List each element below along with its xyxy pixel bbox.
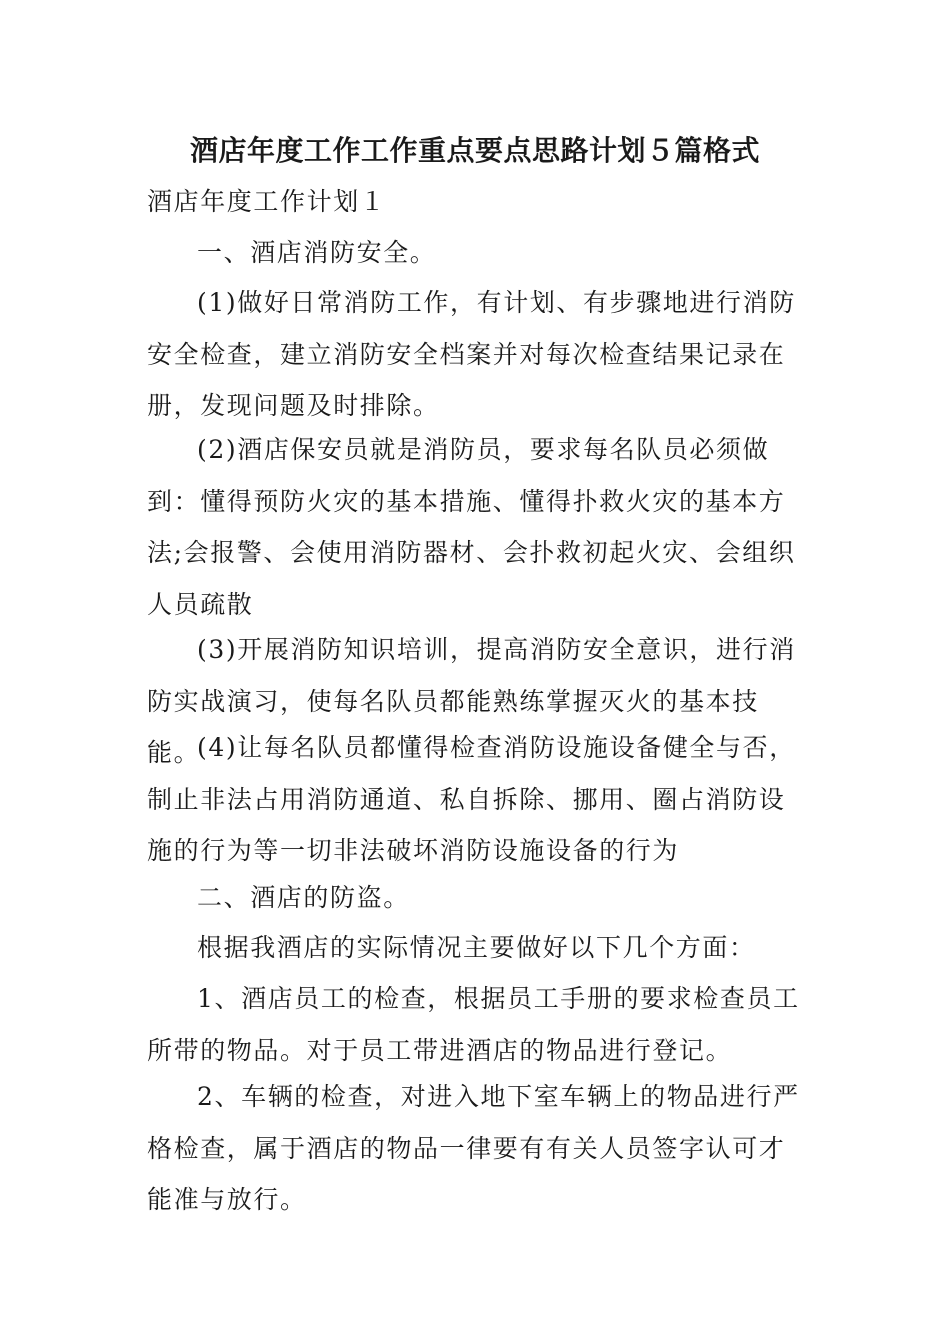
section-heading: 酒店年度工作计划１ [147, 187, 387, 216]
paragraph: (4)让每名队员都懂得检查消防设施设备健全与否，制止非法占用消防通道、私自拆除、挪用、圈占消防设施的行为等一切非法破坏消防设施设备的行为 [147, 733, 796, 865]
paragraph: 一、酒店消防安全。 [197, 238, 437, 267]
paragraph: 根据我酒店的实际情况主要做好以下几个方面： [197, 933, 756, 962]
paragraph: (1)做好日常消防工作，有计划、有步骤地进行消防安全检查，建立消防安全档案并对每次检查结果记录在册，发现问题及时排除。 [147, 288, 796, 420]
paragraph: 1、酒店员工的检查，根据员工手册的要求检查员工所带的物品。对于员工带进酒店的物品进行登记。 [147, 984, 800, 1065]
document-title: 酒店年度工作工作重点要点思路计划５篇格式 [189, 134, 760, 167]
paragraph: 二、酒店的防盗。 [197, 883, 410, 912]
paragraph: 2、车辆的检查，对进入地下室车辆上的物品进行严格检查，属于酒店的物品一律要有有关人员签字认可才能准与放行。 [147, 1082, 800, 1214]
paragraph: (2)酒店保安员就是消防员，要求每名队员必须做到：懂得预防火灾的基本措施、懂得扑救火灾的基本方法;会报警、会使用消防器材、会扑救初起火灾、会组织人员疏散 [147, 435, 796, 619]
paragraph: (3)开展消防知识培训，提高消防安全意识，进行消防实战演习，使每名队员都能熟练掌握灭火的基本技能。 [147, 635, 796, 767]
